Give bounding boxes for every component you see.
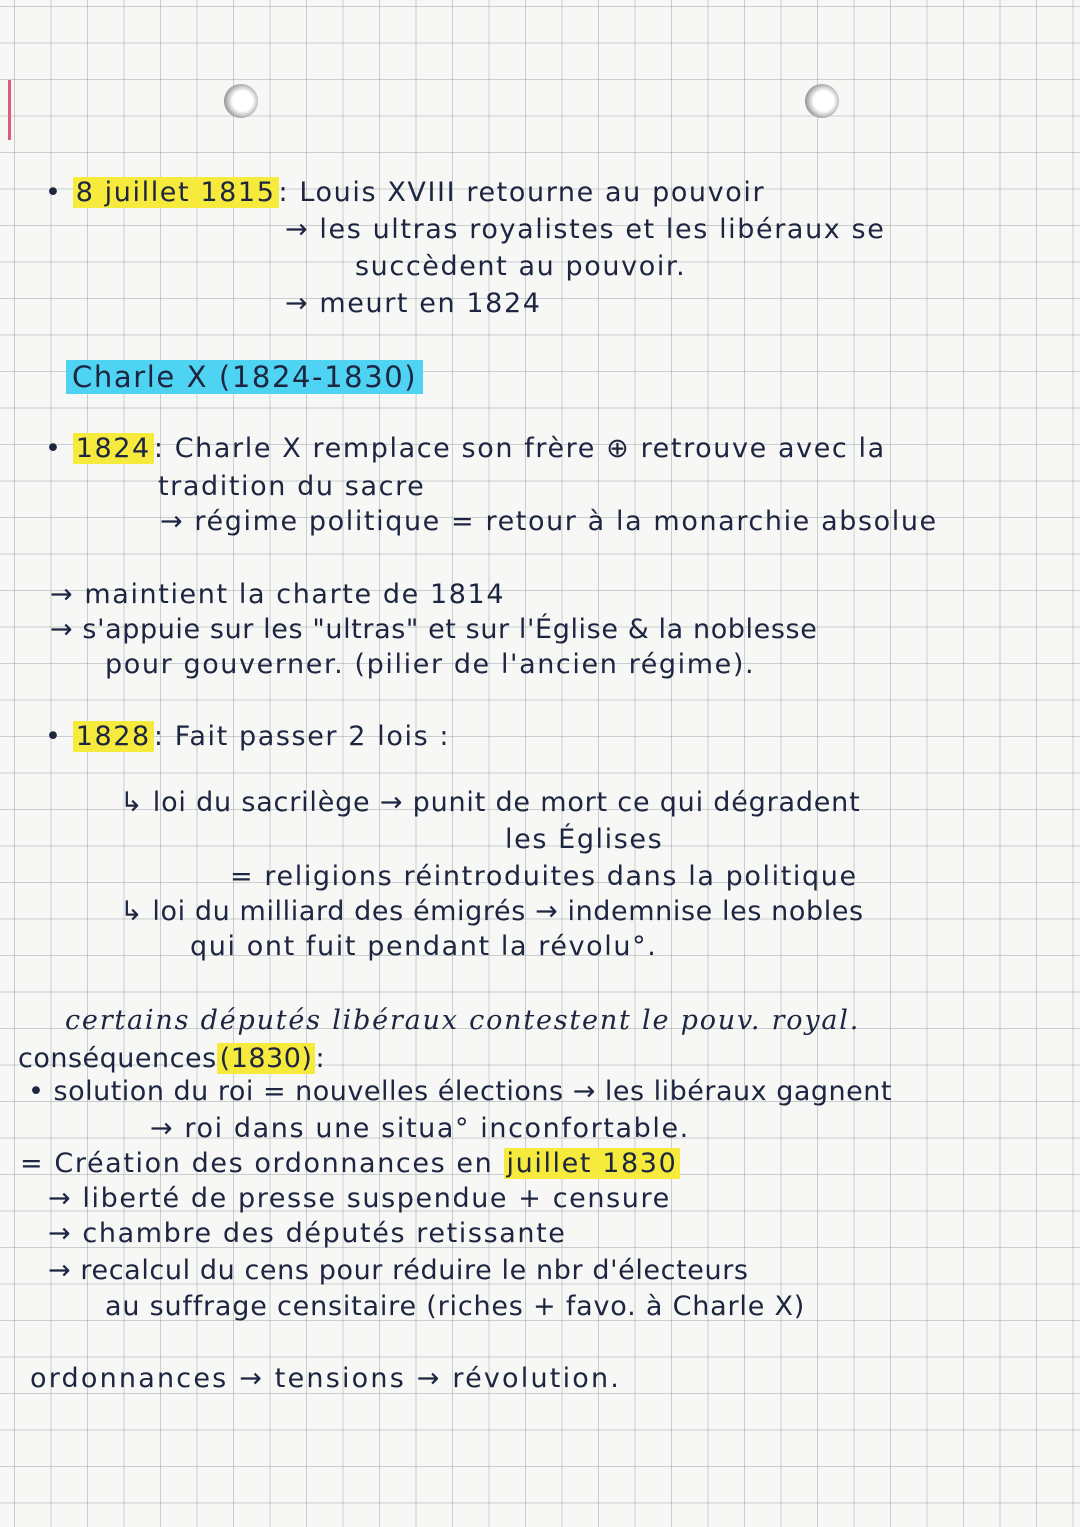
- note-line: → roi dans une situa° inconfortable.: [150, 1113, 690, 1144]
- note-line: au suffrage censitaire (riches + favo. à Charle X): [105, 1291, 806, 1322]
- date-highlight: 1824: [73, 433, 154, 464]
- date-highlight: 8 juillet 1815: [73, 177, 279, 208]
- note-line: pour gouverner. (pilier de l'ancien régime).: [105, 649, 756, 680]
- note-line: → recalcul du cens pour réduire le nbr d'électeurs: [48, 1255, 749, 1286]
- note-line: ↳ loi du milliard des émigrés → indemnise les nobles: [120, 896, 864, 927]
- note-line: tradition du sacre: [158, 471, 426, 502]
- note-line: = religions réintroduites dans la politique: [230, 861, 858, 892]
- note-text: : Fait passer 2 lois :: [153, 721, 451, 752]
- note-line: ↳ loi du sacrilège → punit de mort ce qui dégradent: [120, 787, 861, 818]
- note-line: → régime politique = retour à la monarchie absolue: [160, 506, 938, 537]
- note-text: conséquences: [18, 1043, 217, 1074]
- note-line: → maintient la charte de 1814: [50, 579, 506, 610]
- note-line: • solution du roi = nouvelles élections → les libéraux gagnent: [28, 1076, 892, 1107]
- note-line: [18, 1042, 325, 1076]
- note-line: certains députés libéraux contestent le pouv. royal.: [65, 1005, 861, 1036]
- note-text: :: [315, 1043, 326, 1074]
- note-line: → s'appuie sur les "ultras" et sur l'Église & la noblesse: [50, 614, 818, 645]
- binder-hole: [224, 84, 258, 118]
- note-line: → meurt en 1824: [285, 288, 542, 319]
- date-highlight: juillet 1830: [504, 1148, 681, 1179]
- margin-line: [8, 80, 11, 140]
- section-heading: [66, 360, 423, 394]
- note-text: = Création des ordonnances en: [20, 1148, 494, 1179]
- heading-text: Charle X (1824-1830): [66, 360, 423, 394]
- note-line: les Églises: [505, 824, 664, 855]
- note-line: [20, 1147, 680, 1181]
- note-line: • 1828 : Fait passer 2 lois :: [45, 721, 451, 752]
- date-highlight: 1828: [73, 721, 154, 752]
- binder-hole: [805, 84, 839, 118]
- note-line: succèdent au pouvoir.: [355, 251, 687, 282]
- note-line: • 8 juillet 1815 : Louis XVIII retourne au pouvoir: [45, 177, 766, 208]
- note-line: qui ont fuit pendant la révolu°.: [190, 931, 658, 962]
- note-line: → les ultras royalistes et les libéraux se: [285, 214, 886, 245]
- note-line: • 1824 : Charle X remplace son frère ⊕ retrouve avec la: [45, 433, 886, 464]
- note-text: : Louis XVIII retourne au pouvoir: [278, 177, 766, 208]
- conclusion-line: ordonnances → tensions → révolution.: [30, 1363, 622, 1394]
- note-line: → chambre des députés retissante: [48, 1218, 567, 1249]
- note-text: : Charle X remplace son frère ⊕ retrouve avec la: [153, 433, 886, 464]
- date-highlight: (1830): [217, 1043, 316, 1074]
- note-line: → liberté de presse suspendue + censure: [48, 1183, 671, 1214]
